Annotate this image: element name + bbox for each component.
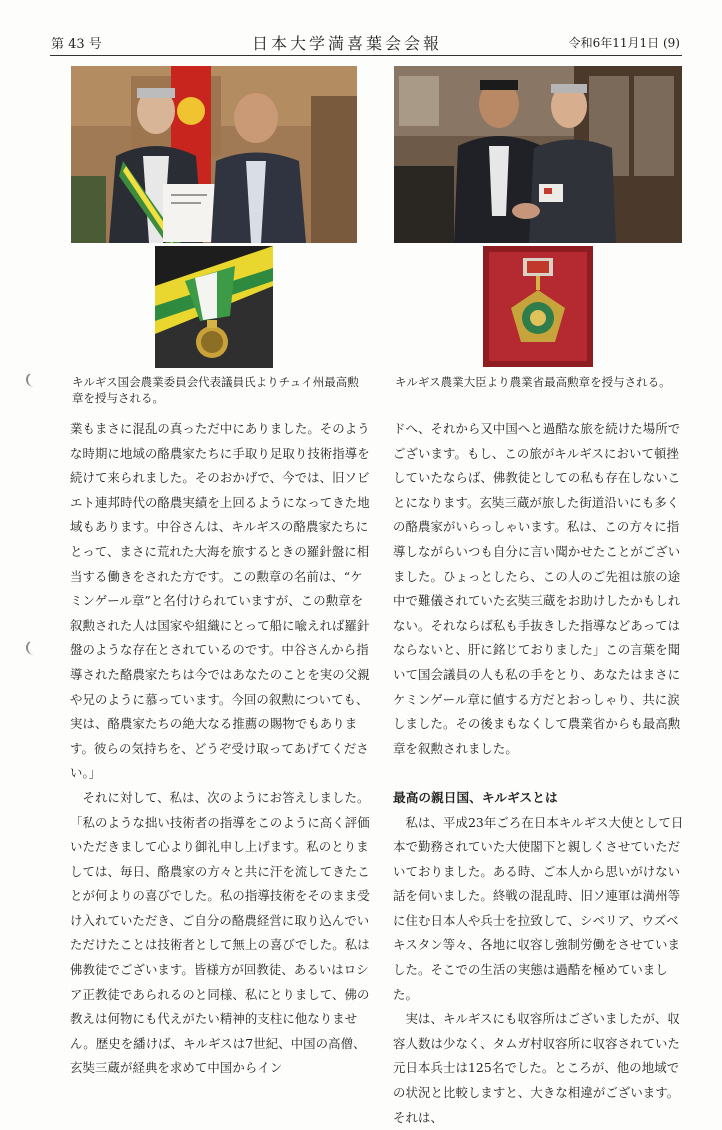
article-column-right	[393, 417, 685, 1130]
photo-caption-right: キルギス農業大臣より農業省最高勲章を授与される。	[395, 374, 695, 390]
newsletter-title: 日本大学満喜葉会会報	[222, 31, 472, 54]
photo-handshake-icon	[394, 66, 682, 243]
photo-caption-left: キルギス国会農業委員会代表議員氏よりチュイ州最高勲章を授与される。	[72, 374, 367, 406]
article-column-left	[70, 417, 370, 1081]
binder-hole-mark	[26, 640, 42, 655]
issue-number: 第 43 号	[51, 33, 102, 52]
photo-ceremony-flag-icon	[71, 66, 357, 243]
article-text-left: 業もまさに混乱の真っただ中にありました。そのような時期に地域の酪農家たちに手取り足取り技術指導を続けて来られました。そのおかげで、今では、旧ソビエト連邦時代の酪農実績を上回るようになってきた地域もあります。中谷さんは、キルギスの酪農家たちにとって、まさに荒れた大海を旅するときの羅針盤に相当する働きをされた方です。この勲章の名前は、“ケミンゲール章”と名付けられていますが、この勲章を叙勲された人は国家や組織にとって船に喩えれば羅針盤のような存在とされているのです。中谷さんから指導された酪農家たちは今ではあなたのことを実の父親や兄のように慕っています。今回の叙勲についても、実は、酪農家たちの絶大なる推薦の賜物でもあります。彼らの気持ちを、どうぞ受け取ってあげてください。」 それに対して、私は、次のようにお答えしました。「私のような拙い技術者の指導をこのように高く評価いただきまして心より御礼申し上げます。私のとりましては、毎日、酪農家の方々と共に汗を流してきたことが何よりの喜びでした。私の指導技術をそのまま受け入れていただき、ご自分の酪農経営に取り込んでいただけたことは技術者として無上の喜びでした。私は佛教徒でございます。皆様方が回教徒、あるいはロシア正教徒であられるのと同様、私にとりまして、佛の教えは何物にも代えがたい精神的支柱に他なりません。歴史を繙けば、キルギスは7世紀、中国の高僧、玄奘三蔵が経典を求めて中国からイン	[70, 417, 370, 1081]
article-text-right: ドへ、それから又中国へと過酷な旅を続けた場所でございます。もし、この旅がキルギスにおいて頓挫していたならば、佛教徒としての私も存在しないことになります。玄奘三蔵が旅した街道沿いにも多くの酪農家がいらっしゃいます。私は、この方々に指導しながらいつも自分に言い聞かせたことがございました。ひょっとしたら、この人のご先祖は旅の途中で難儀されていた玄奘三蔵をお助けしたかもしれない。それならば私も手抜きした指導などあってはならないと、肝に銘じておりました」この言葉を聞いて国会議員の人も私の手をとり、あなたはまさにケミンゲール章に値する方だとおっしゃり、共に涙しました。その後まもなくして農業省からも最高勲章を叙勲されました。	[393, 417, 685, 761]
article-text-right-2: 私は、平成23年ごろ在日本キルギス大使として日本で勤務されていた大使閣下と親しくさせていただいておりました。ある時、ご本人から思いがけない話を伺いました。終戦の混乱時、旧ソ連軍は満州等に住む日本人や兵士を拉致して、シベリア、ウズベキスタン等々、各地に収容し強制労働をさせていました。そこでの生活の実態は過酷を極めていました。 実は、キルギスにも収容所はございましたが、収容人数は少なく、タムガ村収容所に収容されていた元日本兵士は125名でした。ところが、他の地域での状況と比較しますと、大きな相違がございます。それは、	[393, 811, 685, 1130]
date-page-number: 令和6年11月1日 (9)	[569, 34, 680, 51]
section-heading: 最高の親日国、キルギスとは	[393, 786, 685, 811]
header-rule	[50, 55, 682, 56]
binder-hole-mark	[26, 372, 42, 387]
medal-red-box-icon	[483, 246, 593, 367]
medal-green-yellow-ribbon-icon	[155, 246, 273, 368]
